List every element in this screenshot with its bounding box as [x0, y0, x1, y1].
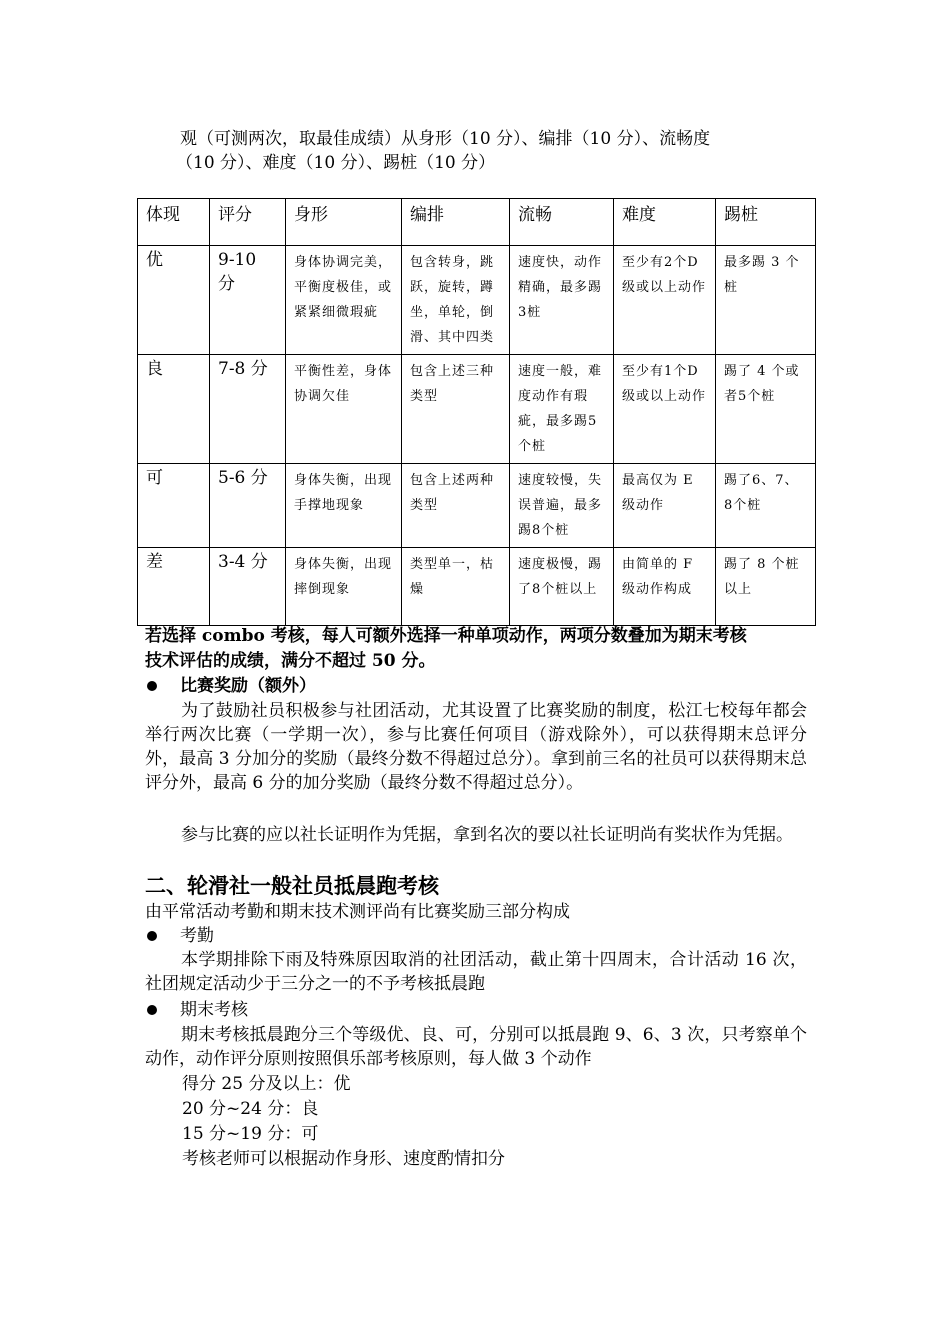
final-exam-paragraph: 期末考核抵晨跑分三个等级优、良、可，分别可以抵晨跑 9、6、3 次，只考察单个动作，动作评分原则按照俱乐部考核原则，每人做 3 个动作: [145, 1025, 807, 1069]
bullet-icon: [147, 931, 157, 941]
table-header-row: [138, 199, 816, 246]
header-cell: 流畅: [510, 199, 614, 246]
table-cell: 身体失衡，出现手撑地现象: [286, 464, 402, 548]
grade-cell: 良: [138, 355, 210, 464]
award-paragraph-1: 为了鼓励社员积极参与社团活动，尤其设置了比赛奖励的制度，松江七校每年都会举行两次比赛（一学期一次），参与比赛任何项目（游戏除外），可以获得期末总评分外，最高 3 分加分的奖励（最终分数不得超过总分）。拿到前三名的社员可以获得期末总评分外，最高 6 分的加分奖励（最终分数不得超过总分）。: [145, 701, 807, 793]
table-cell: 速度极慢，踢了8个桩以上: [510, 548, 614, 626]
scoring-table: [137, 198, 816, 626]
table-cell: 至少有1个D级或以上动作: [614, 355, 716, 464]
score-cell: 5-6 分: [210, 464, 286, 548]
header-cell: 评分: [210, 199, 286, 246]
table-row: [138, 464, 816, 548]
score-cell: 3-4 分: [210, 548, 286, 626]
grade-cell: 差: [138, 548, 210, 626]
table-cell: 速度较慢，失误普遍，最多踢8个桩: [510, 464, 614, 548]
header-cell: 难度: [614, 199, 716, 246]
examiner-note: 考核老师可以根据动作身形、速度酌情扣分: [182, 1149, 505, 1169]
table-cell: 速度快，动作精确，最多踢3桩: [510, 246, 614, 355]
table-row: [138, 548, 816, 626]
header-cell: 身形: [286, 199, 402, 246]
attendance-paragraph: 本学期排除下雨及特殊原因取消的社团活动，截止第十四周末，合计活动 16 次，社团规定活动少于三分之一的不予考核抵晨跑: [145, 950, 807, 994]
header-cell: 踢桩: [716, 199, 816, 246]
intro-line-1: 观（可测两次，取最佳成绩）从身形（10 分）、编排（10 分）、流畅度: [180, 129, 711, 149]
header-cell: 体现: [138, 199, 210, 246]
intro-line-2: （10 分）、难度（10 分）、踢桩（10 分）: [176, 153, 496, 173]
table-cell: 类型单一，枯燥: [402, 548, 510, 626]
final-exam-heading: 期末考核: [180, 1000, 248, 1020]
table-cell: 包含上述两种类型: [402, 464, 510, 548]
grade-line-good: 20 分~24 分：良: [182, 1099, 319, 1119]
section-2-heading: 二、轮滑社一般社员抵晨跑考核: [145, 873, 439, 898]
table-cell: 包含转身，跳跃，旋转，蹲坐，单轮，倒滑、其中四类: [402, 246, 510, 355]
table-row: [138, 355, 816, 464]
score-cell: 9-10 分: [210, 246, 286, 355]
bullet-icon: [147, 1005, 157, 1015]
grade-cell: 可: [138, 464, 210, 548]
grade-line-excellent: 得分 25 分及以上：优: [182, 1074, 351, 1094]
grade-line-pass: 15 分~19 分：可: [182, 1124, 319, 1144]
section-2-intro: 由平常活动考勤和期末技术测评尚有比赛奖励三部分构成: [145, 902, 570, 922]
combo-line-1: 若选择 combo 考核，每人可额外选择一种单项动作，两项分数叠加为期末考核: [145, 626, 747, 646]
award-paragraph-2: 参与比赛的应以社长证明作为凭据，拿到名次的要以社长证明尚有奖状作为凭据。: [181, 825, 793, 845]
table-cell: 速度一般，难度动作有瑕疵，最多踢5个桩: [510, 355, 614, 464]
table-cell: 最多踢 3 个桩: [716, 246, 816, 355]
header-cell: 编排: [402, 199, 510, 246]
table-cell: 包含上述三种类型: [402, 355, 510, 464]
bullet-icon: [147, 681, 157, 691]
table-cell: 踢了 4 个或者5个桩: [716, 355, 816, 464]
award-heading: 比赛奖励（额外）: [180, 676, 316, 696]
score-cell: 7-8 分: [210, 355, 286, 464]
combo-line-2: 技术评估的成绩，满分不超过 50 分。: [145, 651, 436, 671]
attendance-heading: 考勤: [180, 926, 214, 946]
table-cell: 身体协调完美，平衡度极佳，或紧紧细微瑕疵: [286, 246, 402, 355]
table-cell: 身体失衡，出现摔倒现象: [286, 548, 402, 626]
table-cell: 最高仅为 E 级动作: [614, 464, 716, 548]
table-row: [138, 246, 816, 355]
grade-cell: 优: [138, 246, 210, 355]
table-cell: 踢了 8 个桩以上: [716, 548, 816, 626]
table-cell: 平衡性差，身体协调欠佳: [286, 355, 402, 464]
table-cell: 至少有2个D级或以上动作: [614, 246, 716, 355]
table-cell: 踢了6、7、8个桩: [716, 464, 816, 548]
table-cell: 由简单的 F 级动作构成: [614, 548, 716, 626]
